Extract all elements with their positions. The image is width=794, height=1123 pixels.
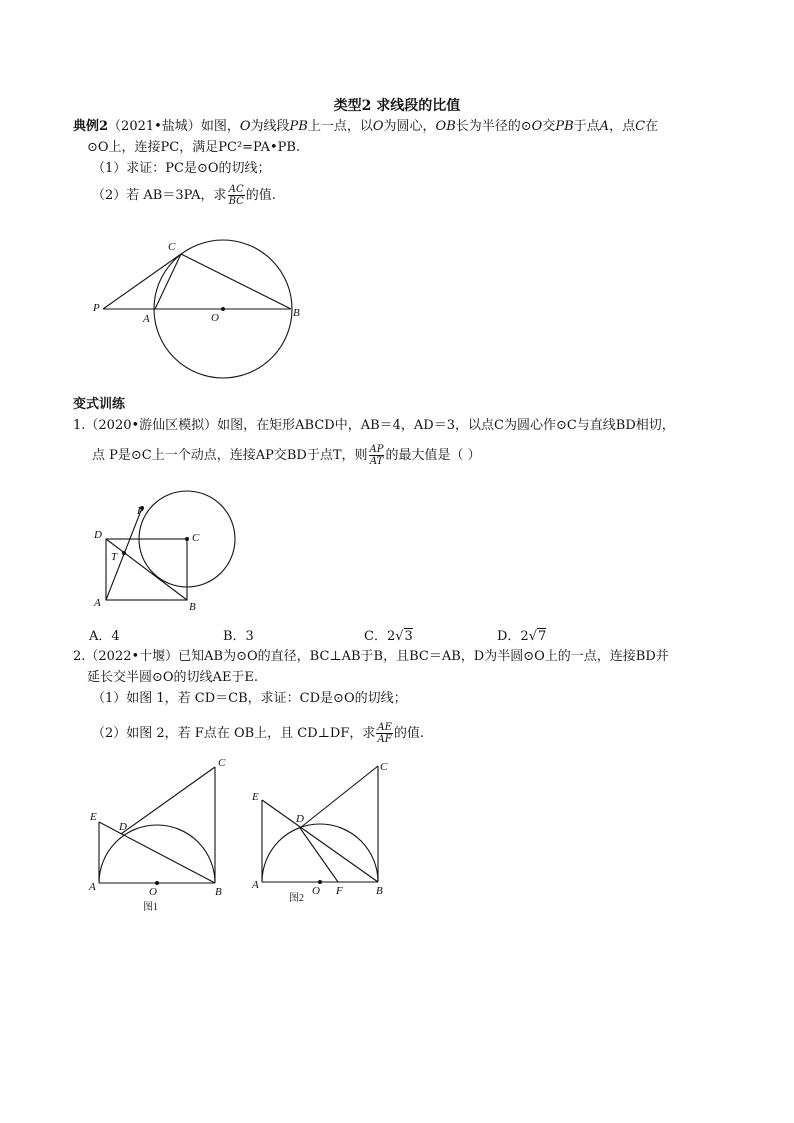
label-e: E (90, 811, 97, 823)
problem2-line2: 延长交半圆⊙O的切线AE于E. (87, 670, 259, 685)
text: 的值. (393, 726, 425, 741)
option-b[interactable]: B．3 (223, 629, 254, 644)
label-b: B (376, 885, 383, 897)
label-d: D (94, 529, 102, 541)
text: 的值. (245, 188, 276, 203)
text: ，点 (609, 119, 636, 134)
label-f: F (336, 885, 343, 897)
point-o-dot (318, 880, 322, 884)
fraction-numerator: AE (377, 722, 392, 733)
option-a[interactable]: A．4 (89, 629, 120, 644)
fraction-denominator: BC (228, 196, 244, 207)
text: 长为半径的⊙ (455, 119, 532, 134)
fraction-denominator: AT (369, 456, 384, 467)
caption-fig1: 图1 (143, 902, 158, 913)
text: （2）如图 2，若 F点在 OB上，且 CD⊥DF，求 (92, 726, 376, 741)
label-p: P (93, 302, 100, 314)
label-o: O (211, 312, 219, 324)
label-c: C (218, 757, 226, 769)
example2-question1: （1）求证：PC是⊙O的切线； (92, 161, 271, 176)
problem1-line1: 1.（2020•游仙区模拟）如图，在矩形ABCD中，AB＝4，AD＝3，以点C为圆心作⊙C与直线BD相切， (73, 418, 675, 433)
text: OB (435, 119, 456, 134)
segment-cd (300, 766, 378, 828)
text: C (635, 119, 646, 134)
sqrt-sign: √ (528, 629, 537, 644)
option-d-radicand: 7 (538, 629, 547, 644)
text: 交 (542, 119, 556, 134)
text: 为线段 (250, 119, 290, 134)
text: O (372, 119, 384, 134)
example2-source: （2021•盐城） (108, 119, 201, 134)
label-c: C (192, 532, 200, 544)
text: 于点 (573, 119, 600, 134)
label-c: C (380, 761, 388, 773)
text: 点 P是⊙C上一个动点，连接AP交BD于点T，则 (92, 448, 368, 463)
label-o: O (312, 885, 320, 897)
text: PB (555, 119, 574, 134)
text: 为圆心， (383, 119, 436, 134)
label-c: C (168, 241, 176, 253)
label-p: P (137, 505, 144, 517)
label-a: A (143, 313, 150, 325)
label-d: D (296, 813, 304, 825)
text: 上一点，以 (307, 119, 373, 134)
text: （2）若 AB＝3PA，求 (92, 188, 227, 203)
label-a: A (252, 879, 259, 891)
example2-line2: ⊙O上，连接PC，满足PC²=PA•PB. (87, 140, 301, 155)
label-t: T (111, 551, 118, 563)
fraction-numerator: AP (369, 444, 384, 455)
fraction-denominator: AF (377, 734, 392, 745)
problem2-line1: 2.（2022•十堰）已知AB为⊙O的直径，BC⊥AB于B，且BC＝AB，D为半圆⊙O上的一点，连接BD并 (73, 649, 669, 664)
semicircle-o (262, 824, 378, 882)
label-o: O (149, 886, 157, 898)
caption-fig2: 图2 (289, 893, 304, 904)
option-d-label: D．2 (497, 629, 529, 644)
problem2-question1: （1）如图 1，若 CD＝CB，求证：CD是⊙O的切线； (92, 691, 407, 706)
label-b: B (215, 886, 222, 898)
text: O (531, 119, 543, 134)
text: A (599, 119, 610, 134)
segment-df (300, 828, 338, 882)
sqrt-sign: √ (395, 629, 404, 644)
text: PB (289, 119, 308, 134)
label-a: A (89, 881, 96, 893)
option-c-label: C．2 (364, 629, 396, 644)
label-a: A (94, 597, 101, 609)
label-b: B (293, 307, 300, 319)
practice-label: 变式训练 (73, 397, 126, 412)
label-d: D (119, 821, 127, 833)
option-c-radicand: 3 (404, 629, 413, 644)
text: 的最大值是（ ） (385, 448, 481, 463)
example2-label: 典例2 (73, 119, 109, 134)
text: O (239, 119, 251, 134)
section-title: 类型2 求线段的比值 (333, 98, 461, 114)
label-e: E (252, 791, 259, 803)
text: 如图， (200, 119, 240, 134)
label-b: B (189, 601, 196, 613)
text: 在 (645, 119, 659, 134)
fraction-numerator: AC (228, 184, 244, 195)
